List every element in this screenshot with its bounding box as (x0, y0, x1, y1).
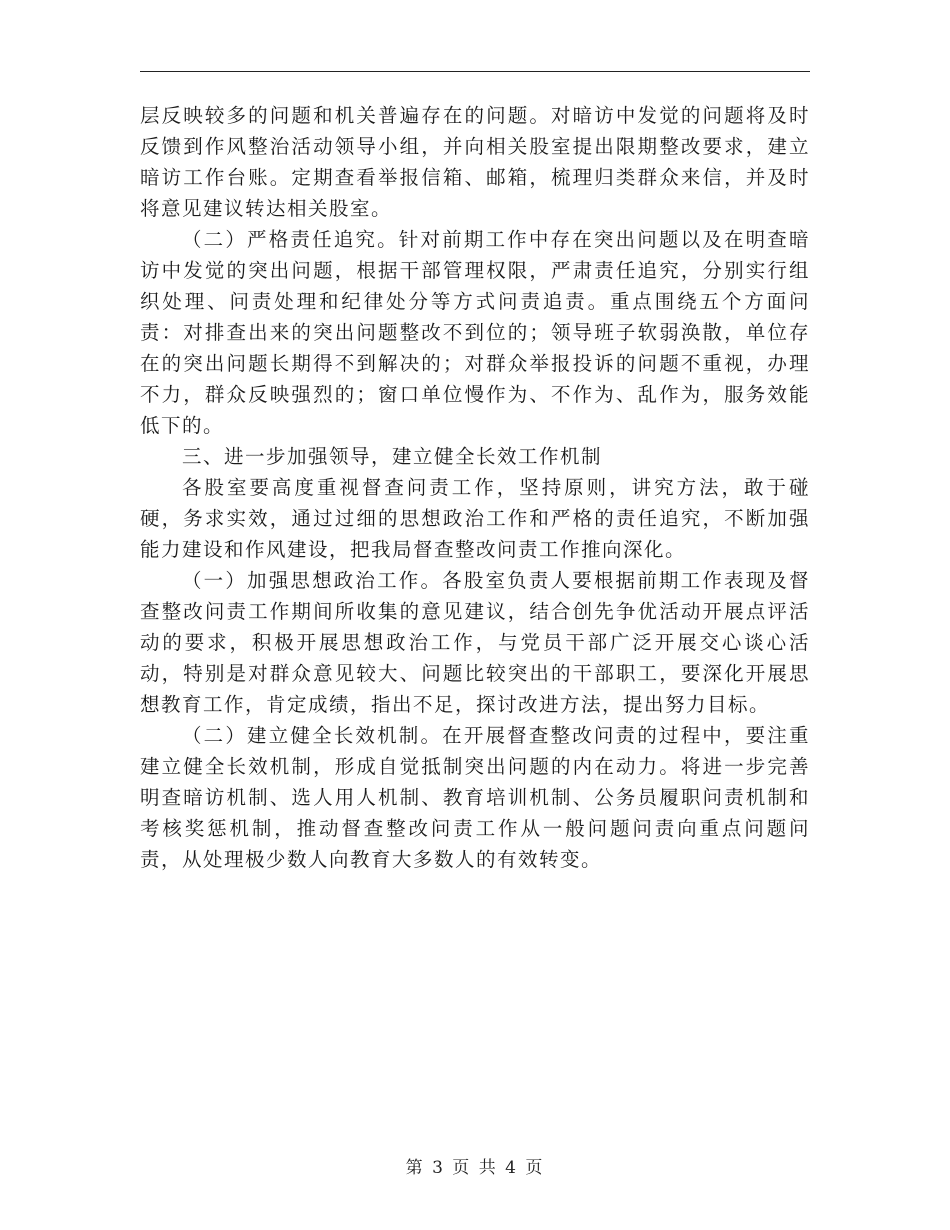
paragraph-section-intro: 各股室要高度重视督查问责工作，坚持原则，讲究方法，敢于碰硬，务求实效，通过过细的思想政治工作和严格的责任追究，不断加强能力建设和作风建设，把我局督查整改问责工作推向深化。 (140, 476, 810, 561)
paragraph-accountability: （二）严格责任追究。针对前期工作中存在突出问题以及在明查暗访中发觉的突出问题，根据干部管理权限，严肃责任追究，分别实行组织处理、问责处理和纪律处分等方式问责追责。重点围绕五个方面问责：对排查出来的突出问题整改不到位的；领导班子软弱涣散，单位存在的突出问题长期得不到解决的；对群众举报投诉的问题不重视，办理不力，群众反映强烈的；窗口单位慢作为、不作为、乱作为，服务效能低下的。 (140, 228, 810, 437)
document-body (140, 100, 810, 875)
paragraph-continuation: 层反映较多的问题和机关普遍存在的问题。对暗访中发觉的问题将及时反馈到作风整治活动领导小组，并向相关股室提出限期整改要求，建立暗访工作台账。定期查看举报信箱、邮箱，梳理归类群众来信，并及时将意见建议转达相关股室。 (140, 104, 810, 220)
paragraph-long-term-mechanism: （二）建立健全长效机制。在开展督查整改问责的过程中，要注重建立健全长效机制，形成自觉抵制突出问题的内在动力。将进一步完善明查暗访机制、选人用人机制、教育培训机制、公务员履职问责机制和考核奖惩机制，推动督查整改问责工作从一般问题问责向重点问题问责，从处理极少数人向教育大多数人的有效转变。 (140, 724, 810, 871)
section-heading-three: 三、进一步加强领导，建立健全长效工作机制 (182, 445, 603, 468)
paragraph-political-work: （一）加强思想政治工作。各股室负责人要根据前期工作表现及督查整改问责工作期间所收集的意见建议，结合创先争优活动开展点评活动的要求，积极开展思想政治工作，与党员干部广泛开展交心谈心活动，特别是对群众意见较大、问题比较突出的干部职工，要深化开展思想教育工作，肯定成绩，指出不足，探讨改进方法，提出努力目标。 (140, 569, 810, 716)
header-rule (140, 71, 810, 72)
page-footer: 第 3 页 共 4 页 (405, 1158, 545, 1178)
